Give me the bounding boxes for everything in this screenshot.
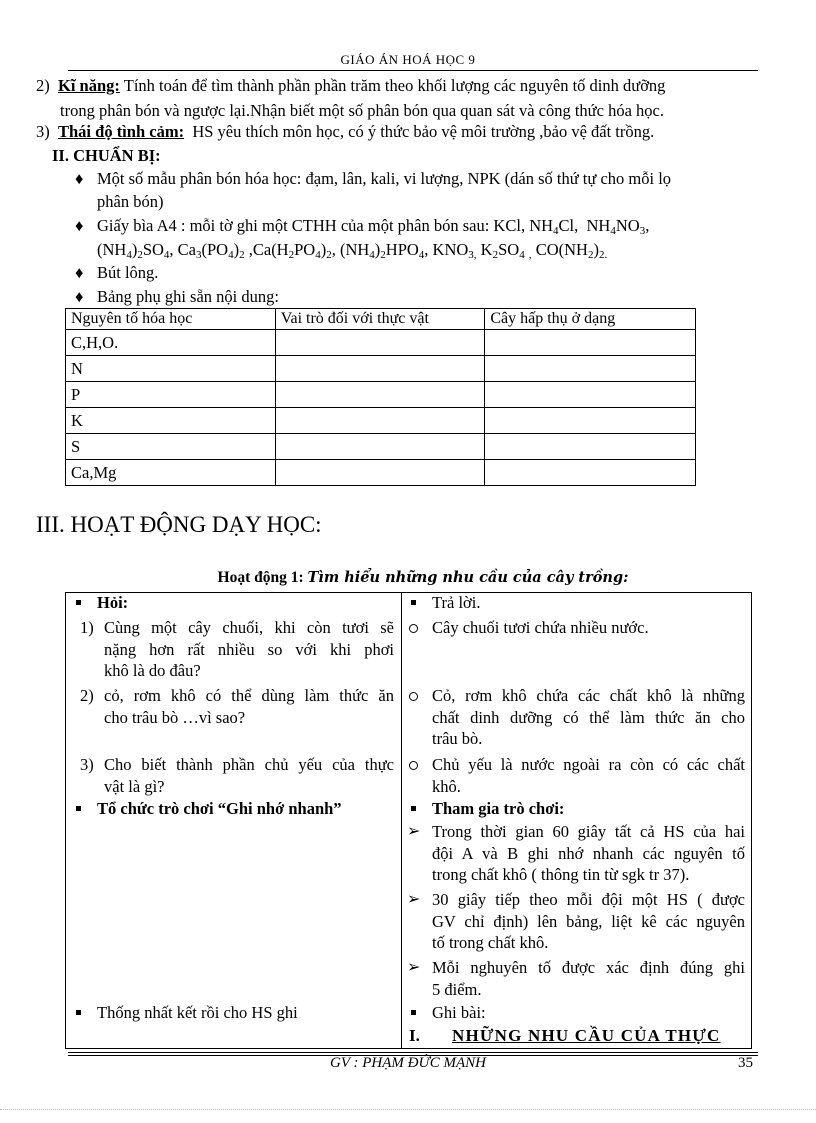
diamond-bullet-icon: ♦ bbox=[75, 287, 84, 306]
attitude-text: HS yêu thích môn học, có ý thức bảo vệ môi trường ,bảo vệ đất trồng. bbox=[192, 122, 655, 141]
note-section-title: NHỮNG NHU CẦU CỦA THỰC bbox=[452, 1026, 721, 1045]
game-step-3-line: 5 điểm. bbox=[432, 979, 482, 999]
answer-2-line: chất dinh dưỡng có thể làm thức ăn cho bbox=[432, 707, 745, 727]
skill-number: 2) bbox=[36, 76, 50, 95]
prep-item-1-text: Một số mẫu phân bón hóa học: đạm, lân, kali, vi lượng, NPK (dán số thứ tự cho mỗi lọ bbox=[97, 169, 672, 188]
circle-bullet-icon bbox=[409, 624, 418, 633]
page-number: 35 bbox=[738, 1055, 753, 1071]
answer-1-line: Cây chuối tươi chứa nhiều nước. bbox=[432, 618, 649, 637]
footer-author: GV : PHẠM ĐỨC MẠNH bbox=[330, 1055, 487, 1071]
prep-item-2: ♦ Giấy bìa A4 : mỗi tờ ghi một CTHH của một phân bón sau: KCl, $NH_4Cl$, $NH_4NO_3$, bbox=[75, 216, 650, 237]
table-header-cell: Vai trò đối với thực vật bbox=[275, 309, 485, 330]
table-row bbox=[66, 356, 696, 382]
ask-label: Hỏi: bbox=[97, 593, 129, 612]
square-bullet-icon bbox=[76, 1010, 81, 1015]
game-step-2 bbox=[432, 889, 745, 954]
question-3-line: Cho biết thành phần chủ yếu của thực bbox=[104, 755, 394, 774]
game-step-1-line: trong chất khô ( thông tin từ sgk tr 37). bbox=[432, 865, 690, 884]
question-1 bbox=[104, 617, 394, 682]
question-2-line: cho trâu bò …vì sao? bbox=[104, 707, 246, 727]
game-step-2-line: GV chỉ định) lên bảng, liệt kê các nguyên bbox=[432, 911, 745, 931]
skill-text-2: trong phân bón và ngược lại.Nhận biết một số phân bón qua quan sát và công thức hóa học. bbox=[60, 101, 664, 120]
game-join-label: Tham gia trò chơi: bbox=[432, 799, 565, 818]
arrow-bullet-icon: ➢ bbox=[407, 959, 421, 976]
prep-item-3 bbox=[75, 263, 158, 283]
diamond-bullet-icon: ♦ bbox=[75, 169, 84, 188]
prep-item-2-formulas: $(NH_4)_2SO_4$, $Ca_3(PO_4)_2$ $,Ca(H_2PO_4)_2$, $(NH_4)_2HPO_4$, $KNO_{3,}$ $K_2SO_4$ $_,$ $CO(NH_2)_{2.}$ bbox=[97, 240, 608, 261]
question-1-line: Cùng một cây chuối, khi còn tươi sẽ bbox=[104, 618, 394, 637]
game-step-1-line: đội A và B ghi nhớ nhanh các nguyên tố bbox=[432, 843, 745, 863]
diamond-bullet-icon: ♦ bbox=[75, 216, 84, 235]
page-edge bbox=[0, 1109, 816, 1110]
table-row bbox=[66, 408, 696, 434]
answer-3 bbox=[432, 754, 745, 797]
game-step-2-line: tố trong chất khô. bbox=[432, 933, 549, 952]
skill-text-1: Tính toán để tìm thành phần phần trăm theo khối lượng các nguyên tố dinh dưỡng bbox=[123, 76, 666, 95]
nutrient-table bbox=[65, 308, 696, 486]
preparation-heading: II. CHUẨN BỊ: bbox=[52, 146, 161, 165]
table-row bbox=[66, 330, 696, 356]
circle-bullet-icon bbox=[409, 761, 418, 770]
table-cell: P bbox=[66, 382, 276, 408]
prep-item-3-text: Bút lông. bbox=[97, 263, 159, 282]
table-row bbox=[66, 460, 696, 486]
prep-item-2-text: Giấy bìa A4 : mỗi tờ ghi một CTHH của một phân bón sau: KCl, bbox=[97, 216, 526, 235]
answer-3-line: Chủ yếu là nước ngoài ra còn có các chất bbox=[432, 755, 745, 774]
table-header-cell: Cây hấp thụ ở dạng bbox=[485, 309, 696, 330]
activity-1-label: Hoạt động 1: bbox=[217, 569, 304, 586]
square-bullet-icon bbox=[76, 600, 81, 605]
answer-3-line: khô. bbox=[432, 776, 461, 796]
prep-item-1 bbox=[75, 169, 671, 189]
table-cell: Ca,Mg bbox=[66, 460, 276, 486]
question-3 bbox=[104, 754, 394, 797]
page-header-title: GIÁO ÁN HOÁ HỌC 9 bbox=[340, 52, 476, 67]
header-rule bbox=[68, 70, 758, 71]
column-divider bbox=[401, 592, 402, 1049]
table-row bbox=[66, 382, 696, 408]
question-3-number: 3) bbox=[80, 755, 94, 774]
question-1-line: nặng hơn rất nhiều so với khi phơi bbox=[104, 639, 394, 659]
footer-rule bbox=[68, 1052, 758, 1053]
attitude-line bbox=[36, 122, 654, 142]
circle-bullet-icon bbox=[409, 692, 418, 701]
game-step-2-line: 30 giây tiếp theo mỗi đội một HS ( được bbox=[432, 890, 745, 909]
table-cell: C,H,O. bbox=[66, 330, 276, 356]
game-step-3 bbox=[432, 957, 745, 1000]
table-header-row bbox=[66, 309, 696, 330]
question-1-number: 1) bbox=[80, 618, 94, 637]
section-3-heading: III. HOẠT ĐỘNG DẠY HỌC: bbox=[36, 512, 322, 537]
note-section-number: I. bbox=[409, 1026, 420, 1045]
game-step-3-line: Mỗi nghuyên tố được xác định đúng ghi bbox=[432, 958, 745, 977]
prep-item-1-cont: phân bón) bbox=[97, 192, 164, 211]
square-bullet-icon bbox=[411, 1010, 416, 1015]
skill-line-1 bbox=[36, 76, 665, 96]
table-row bbox=[66, 434, 696, 460]
conclude-note: Thống nhất kết rồi cho HS ghi bbox=[97, 1003, 298, 1022]
activity-1-title bbox=[0, 569, 816, 587]
arrow-bullet-icon: ➢ bbox=[407, 823, 421, 840]
attitude-label: Thái độ tình cảm: bbox=[58, 122, 185, 141]
game-organize-label: Tổ chức trò chơi “Ghi nhớ nhanh” bbox=[97, 799, 342, 818]
prep-item-4-text: Bảng phụ ghi sẵn nội dung: bbox=[97, 287, 279, 306]
skill-label: Kĩ năng: bbox=[58, 76, 120, 95]
note-label: Ghi bài: bbox=[432, 1003, 486, 1022]
table-cell: S bbox=[66, 434, 276, 460]
answer-1 bbox=[432, 617, 745, 639]
game-step-1 bbox=[432, 821, 745, 886]
square-bullet-icon bbox=[411, 806, 416, 811]
game-step-1-line: Trong thời gian 60 giây tất cả HS của hai bbox=[432, 822, 745, 841]
question-1-line: khô là do đâu? bbox=[104, 661, 201, 680]
answer-2 bbox=[432, 685, 745, 750]
question-2-line: cỏ, rơm khô có thể dùng làm thức ăn bbox=[104, 686, 394, 705]
arrow-bullet-icon: ➢ bbox=[407, 891, 421, 908]
prep-item-4 bbox=[75, 287, 279, 307]
answer-label: Trả lời. bbox=[432, 593, 481, 612]
square-bullet-icon bbox=[411, 600, 416, 605]
diamond-bullet-icon: ♦ bbox=[75, 263, 84, 282]
square-bullet-icon bbox=[76, 806, 81, 811]
answer-2-line: trâu bò. bbox=[432, 729, 483, 748]
question-3-line: vật là gì? bbox=[104, 776, 165, 796]
question-2-number: 2) bbox=[80, 686, 94, 705]
answer-2-line: Cỏ, rơm khô chứa các chất khô là những bbox=[432, 686, 745, 705]
activity-1-subtitle: Tìm hiểu những nhu cầu của cây trồng: bbox=[307, 569, 629, 586]
table-cell: N bbox=[66, 356, 276, 382]
table-cell: K bbox=[66, 408, 276, 434]
attitude-number: 3) bbox=[36, 122, 50, 141]
table-header-cell: Nguyên tố hóa học bbox=[66, 309, 276, 330]
question-2 bbox=[104, 685, 394, 728]
